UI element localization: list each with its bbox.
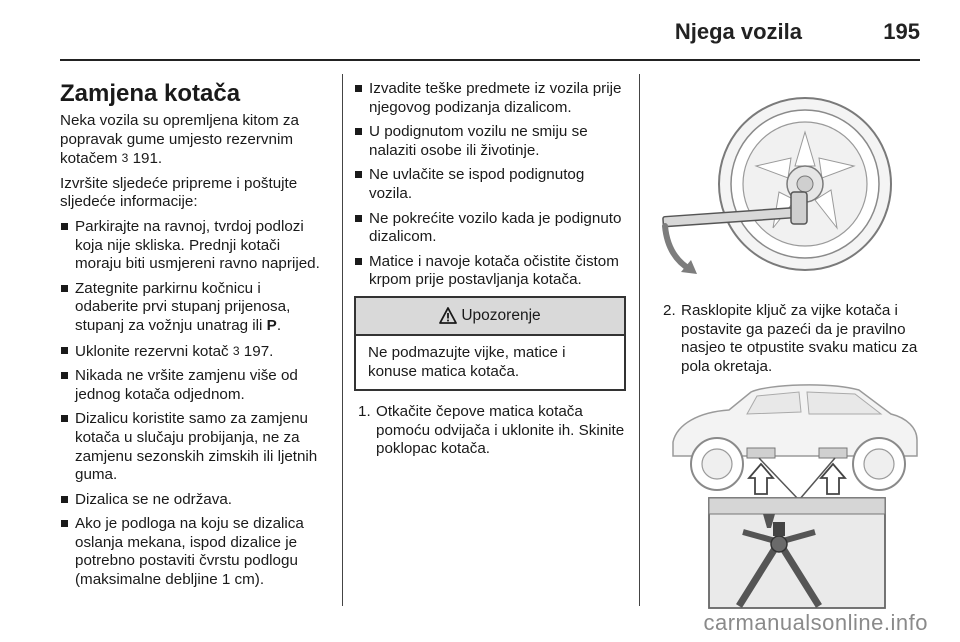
list-item (60, 342, 328, 362)
column-3 (659, 302, 924, 382)
intro-ref-link[interactable]: 191. (132, 150, 163, 168)
page-number: 195 (883, 19, 920, 44)
list-item-tail: . (276, 316, 282, 334)
list-item-text: Dizalica se ne održava. (75, 490, 233, 508)
header-rule (60, 59, 920, 61)
list-item-text: Ne uvlačite se ispod podignutog vozila. (369, 166, 585, 202)
bullet-list-2 (354, 80, 626, 290)
bullet-list-1 (60, 218, 328, 590)
list-item-text: U podignutom vozilu ne smiju se nalaziti osobe ili životinje. (369, 123, 588, 159)
ref-arrow-icon: 3 (121, 151, 129, 166)
list-item (354, 210, 626, 247)
list-item (60, 367, 328, 404)
section-title: Zamjena kotača (60, 80, 241, 107)
list-item-text: Izvadite teške predmete iz vozila prije njegovog podizanja dizalicom. (369, 80, 622, 116)
column-2 (354, 80, 626, 465)
wheel-wrench-illustration (655, 96, 921, 296)
step-number: 1. (358, 403, 371, 421)
list-item (60, 515, 328, 589)
warning-header (356, 298, 624, 336)
list-item-text: Zategnite parkirnu kočnicu i odaberite prvi stupanj prijenosa, stupanj za vožnju unatrag ili (75, 279, 291, 334)
watermark: carmanualsonline.info (703, 610, 928, 635)
list-item-text: Ako je podloga na koju se dizalica oslanja mekana, ispod dizalice je potrebno postaviti čvrstu podlogu (maksimalne debljine 1 cm). (75, 515, 304, 589)
header-title: Njega vozila (674, 19, 802, 44)
column-divider-1 (342, 74, 343, 606)
list-item (60, 491, 328, 510)
column-1 (60, 80, 328, 596)
ref-arrow-icon: 3 (232, 343, 240, 358)
list-item (354, 80, 626, 117)
list-item (354, 253, 626, 290)
warning-triangle-icon (439, 307, 457, 324)
intro-text: Neka vozila su opremljena kitom za popravak gume umjesto rezervnim kotačem (60, 112, 299, 168)
list-item (354, 123, 626, 160)
warning-title: Upozorenje (461, 306, 541, 324)
page-header (60, 0, 920, 60)
list-item-text: Matice i navoje kotača očistite čistom krpom prije postavljanja kotača. (369, 252, 619, 289)
step-item (354, 403, 626, 459)
list-item-text: Dizalicu koristite samo za zamjenu kotača u slučaju probijanja, ne za zamjenu sezonskih zimskih ili ljetnih guma. (75, 410, 318, 484)
step-text: Otkačite čepove matica kotača pomoću odvijača i uklonite ih. Skinite poklopac kotača. (376, 403, 625, 458)
column-divider-2 (639, 74, 640, 606)
ref-link[interactable]: 197. (243, 342, 274, 360)
list-item (60, 280, 328, 336)
list-item (60, 410, 328, 484)
list-item (60, 218, 328, 274)
warning-box (354, 296, 626, 391)
step-list-1 (354, 403, 626, 459)
car-jack-illustration (659, 382, 924, 612)
list-item-text: Uklonite rezervni kotač (75, 342, 229, 360)
list-item (354, 166, 626, 203)
prep-paragraph: Izvršite sljedeće pripreme i poštujte sljedeće informacije: (60, 174, 298, 211)
step-number: 2. (663, 302, 676, 319)
step-text: Rasklopite ključ za vijke kotača i postavite ga pazeći da je pravilno nasjeo te otpustite svaku maticu za pola okretaja. (681, 302, 918, 375)
intro-paragraph (60, 112, 328, 169)
warning-body: Ne podmazujte vijke, matice i konuse matica kotača. (368, 343, 566, 380)
list-item-text: Nikada ne vršite zamjenu više od jednog kotača odjednom. (75, 367, 298, 403)
list-item-text: Ne pokrećite vozilo kada je podignuto dizalicom. (369, 209, 622, 246)
step-item (659, 302, 924, 376)
list-item-text: Parkirajte na ravnoj, tvrdoj podlozi koja nije skliska. Prednji kotači moraju biti usmjereni ravno naprijed. (75, 217, 320, 273)
step-list-2 (659, 302, 924, 376)
gear-label: P (266, 316, 277, 334)
